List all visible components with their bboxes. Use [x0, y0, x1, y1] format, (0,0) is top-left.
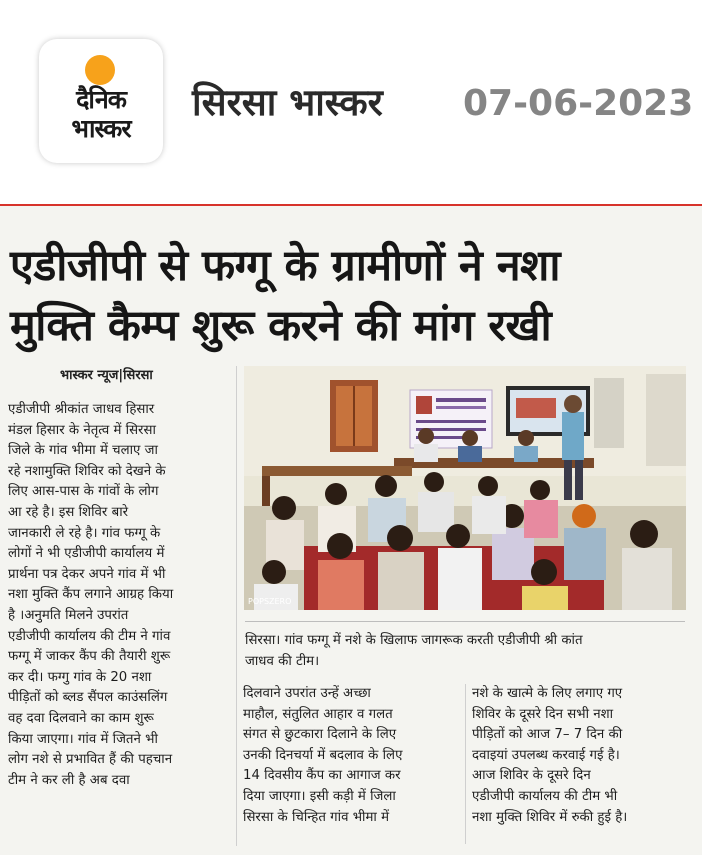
text-line: आज शिविर के दूसरे दिन: [472, 768, 591, 784]
byline-source: भास्कर न्यूज: [60, 368, 119, 383]
column-divider: [236, 366, 237, 846]
byline: [60, 365, 153, 383]
text-line: पीड़ितों को आज 7– 7 दिन की: [472, 727, 623, 743]
photo-caption: [245, 630, 685, 672]
text-line: 14 दिवसीय कैंप का आगाज कर: [243, 768, 401, 784]
text-line: कर दी। फग्गु गांव के 20 नशा: [8, 669, 152, 685]
text-line: मंडल हिसार के नेतृत्व में सिरसा: [8, 422, 156, 438]
headline-line-1: एडीजीपी से फग्गू के ग्रामीणों ने नशा: [10, 241, 560, 291]
text-line: शिविर के दूसरे दिन सभी नशा: [472, 706, 614, 722]
photo-watermark: POPSZERO: [248, 597, 292, 606]
headline-line-2: मुक्ति कैम्प शुरू करने की मांग रखी: [10, 301, 552, 351]
text-line: लिए आस-पास के गांवों के लोग: [8, 484, 159, 500]
text-line: पीड़ितों को ब्लड सैंपल काउंसलिंग: [8, 690, 168, 706]
text-line: जानकारी ले रहे है। गांव फग्गू के: [8, 525, 161, 541]
text-line: लोगों ने भी एडीजीपी कार्यालय में: [8, 546, 165, 562]
article-column-middle: [243, 684, 459, 828]
text-line: नशे के खात्मे के लिए लगाए गए: [472, 686, 623, 701]
edition-date: 07-06-2023: [463, 83, 694, 124]
edition-title: सिरसा भास्कर: [192, 81, 383, 124]
text-line: वह दवा दिलवाने का काम शुरू: [8, 710, 154, 726]
byline-separator: |: [118, 368, 124, 383]
text-line: दिलवाने उपरांत उन्हें अच्छा: [243, 686, 371, 701]
text-line: नशा मुक्ति कैंप लगाने आग्रह किया: [8, 587, 174, 603]
column-divider: [465, 684, 466, 844]
text-line: टीम ने कर ली है अब दवा: [8, 772, 130, 788]
text-line: दिया जाएगा। इसी कड़ी में जिला: [243, 788, 396, 804]
dainik-bhaskar-logo: [39, 39, 163, 163]
logo-text-line2: भास्कर: [71, 114, 131, 143]
caption-line-2: जाधव की टीम।: [245, 654, 320, 669]
article-column-right: [472, 684, 696, 828]
page-header: [0, 0, 702, 204]
text-line: जिले के गांव भीमा में चलाए जा: [8, 443, 158, 459]
byline-place: सिरसा: [123, 368, 153, 383]
text-line: किया जाएगा। गांव में जितने भी: [8, 731, 158, 747]
news-clipping: [0, 206, 702, 855]
caption-divider: [245, 621, 685, 622]
caption-line-1: सिरसा। गांव फग्गू में नशे के खिलाफ जागरूक करती एडीजीपी श्री कांत: [245, 633, 583, 648]
logo-text-line1: दैनिक: [76, 85, 126, 114]
text-line: है ।अनुमति मिलने उपरांत: [8, 607, 129, 623]
sun-icon: [85, 55, 115, 85]
text-line: नशा मुक्ति शिविर में रुकी हुई है।: [472, 809, 628, 825]
text-line: उनकी दिनचर्या में बदलाव के लिए: [243, 747, 403, 763]
text-line: संगत से छुटकारा दिलाने के लिए: [243, 727, 397, 743]
text-line: माहौल, संतुलित आहार व गलत: [243, 706, 393, 722]
text-line: रहे नशामुक्ति शिविर को देखने के: [8, 463, 166, 479]
text-line: एडीजीपी श्रीकांत जाधव हिसार: [8, 402, 155, 417]
text-line: आ रहे है। इस शिविर बारे: [8, 504, 129, 520]
news-photo: [244, 366, 686, 610]
text-line: प्रार्थना पत्र देकर अपने गांव में भी: [8, 566, 166, 582]
text-line: लोग नशे से प्रभावित हैं की पहचान: [8, 752, 173, 768]
text-line: दवाइयां उपलब्ध करवाई गई है।: [472, 747, 620, 763]
classroom-photo: [244, 366, 686, 610]
text-line: फग्गू में जाकर कैंप की तैयारी शुरू: [8, 649, 171, 665]
article-headline: [10, 236, 696, 356]
text-line: एडीजीपी कार्यालय की टीम ने गांव: [8, 628, 171, 644]
text-line: सिरसा के चिन्हित गांव भीमा में: [243, 809, 390, 825]
article-column-left: [8, 400, 228, 791]
text-line: एडीजीपी कार्यालय की टीम भी: [472, 788, 618, 804]
